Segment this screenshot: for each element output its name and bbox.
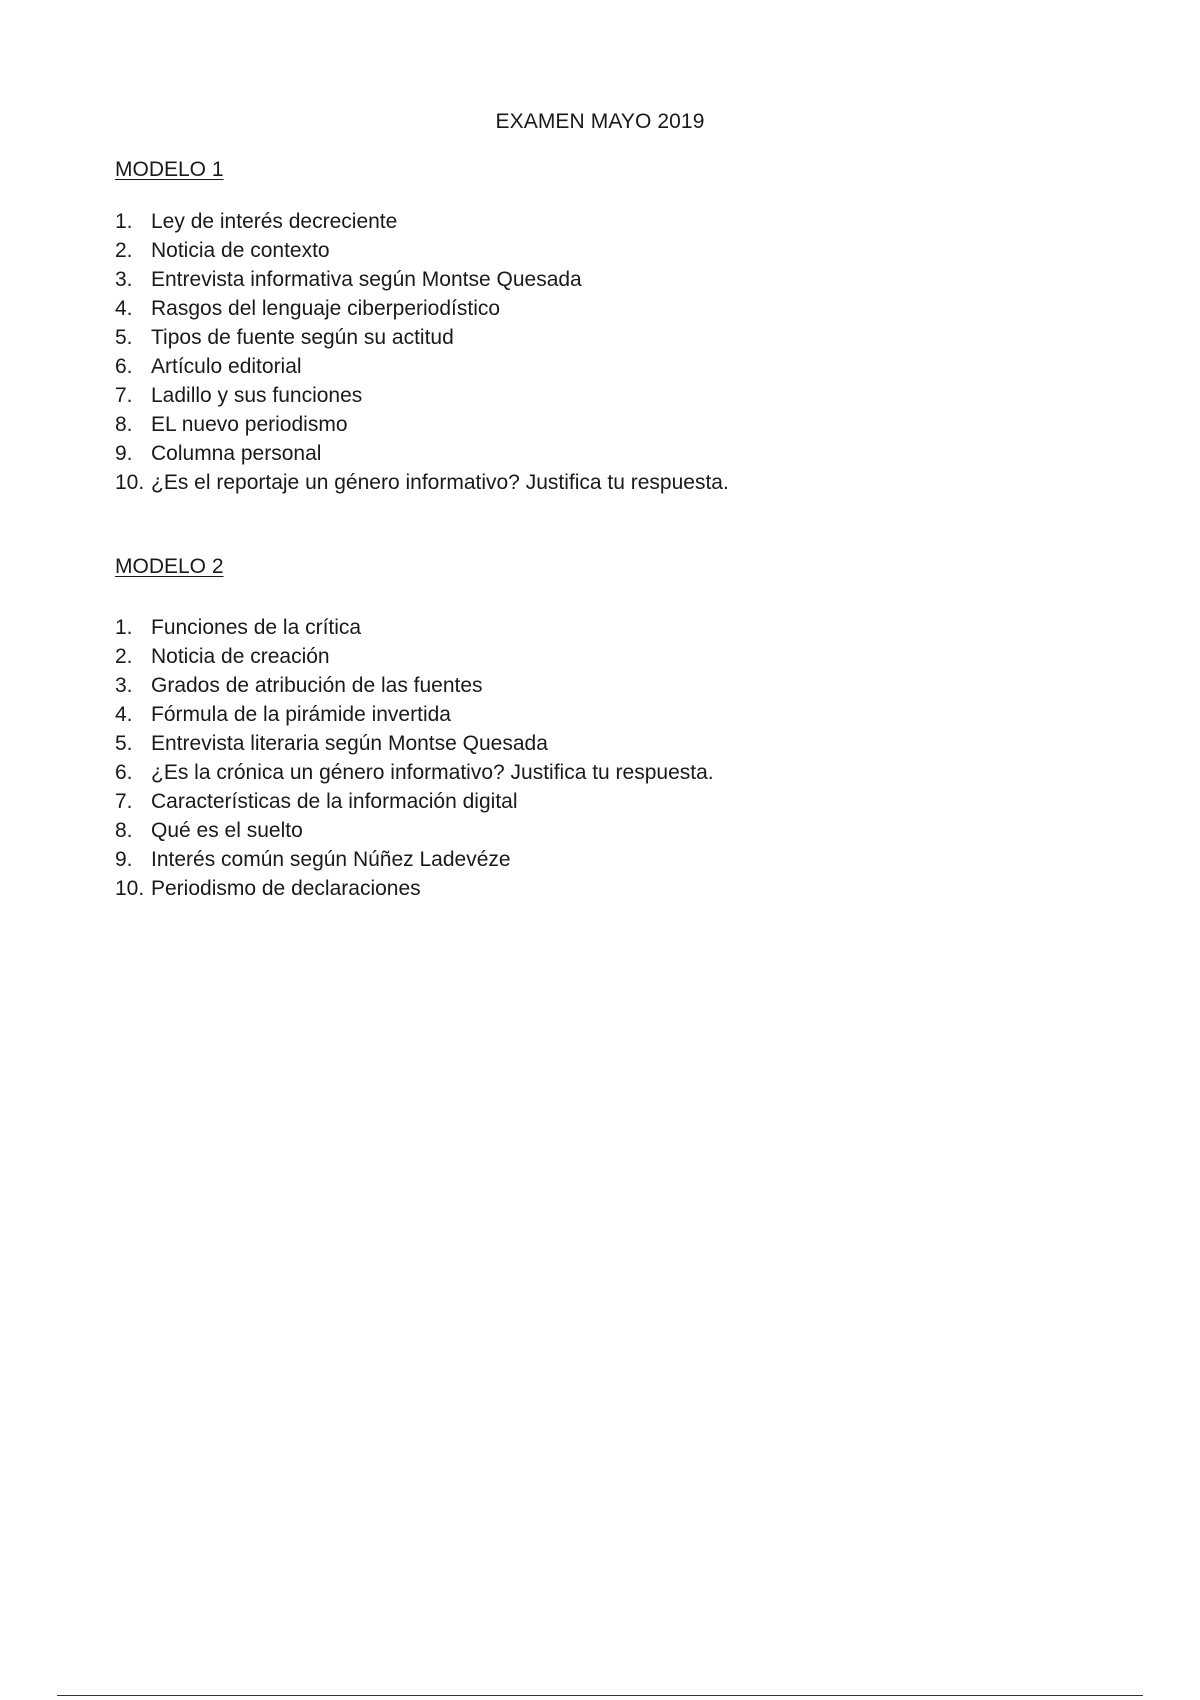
item-text: Rasgos del lenguaje ciberperiodístico bbox=[151, 297, 501, 320]
item-text: Noticia de contexto bbox=[151, 239, 330, 262]
list-item bbox=[115, 294, 729, 323]
list-item bbox=[115, 642, 714, 671]
list-item bbox=[115, 265, 729, 294]
item-number: 6. bbox=[115, 355, 133, 378]
list-item bbox=[115, 468, 729, 497]
item-number: 5. bbox=[115, 732, 133, 755]
list-item bbox=[115, 410, 729, 439]
list-item bbox=[115, 758, 714, 787]
page-bottom-rule bbox=[57, 1695, 1143, 1696]
item-number: 10. bbox=[115, 471, 145, 494]
item-number: 8. bbox=[115, 819, 133, 842]
item-number: 3. bbox=[115, 674, 133, 697]
item-text: Columna personal bbox=[151, 442, 322, 465]
item-number: 2. bbox=[115, 239, 133, 262]
list-item bbox=[115, 323, 729, 352]
list-item bbox=[115, 845, 714, 874]
list-item bbox=[115, 381, 729, 410]
item-text: Ley de interés decreciente bbox=[151, 210, 398, 233]
list-item bbox=[115, 236, 729, 265]
item-number: 9. bbox=[115, 848, 133, 871]
item-number: 4. bbox=[115, 703, 133, 726]
page-title: EXAMEN MAYO 2019 bbox=[495, 110, 705, 133]
item-text: Ladillo y sus funciones bbox=[151, 384, 363, 407]
section-heading-modelo-2: MODELO 2 bbox=[115, 555, 224, 578]
item-number: 6. bbox=[115, 761, 133, 784]
list-item bbox=[115, 613, 714, 642]
list-item bbox=[115, 874, 714, 903]
item-text: Características de la información digital bbox=[151, 790, 518, 813]
list-item bbox=[115, 439, 729, 468]
item-text: Qué es el suelto bbox=[151, 819, 303, 842]
item-text: ¿Es el reportaje un género informativo? Justifica tu respuesta. bbox=[151, 471, 729, 494]
list-item bbox=[115, 816, 714, 845]
item-number: 1. bbox=[115, 210, 133, 233]
item-number: 2. bbox=[115, 645, 133, 668]
list-item bbox=[115, 352, 729, 381]
list-item bbox=[115, 787, 714, 816]
item-text: Noticia de creación bbox=[151, 645, 330, 668]
item-number: 3. bbox=[115, 268, 133, 291]
item-text: ¿Es la crónica un género informativo? Justifica tu respuesta. bbox=[151, 761, 714, 784]
item-text: Periodismo de declaraciones bbox=[151, 877, 421, 900]
item-text: Artículo editorial bbox=[151, 355, 302, 378]
item-number: 7. bbox=[115, 384, 133, 407]
list-item bbox=[115, 671, 714, 700]
question-list-modelo-1 bbox=[115, 207, 729, 497]
item-number: 9. bbox=[115, 442, 133, 465]
item-text: Entrevista informativa según Montse Quesada bbox=[151, 268, 582, 291]
list-item bbox=[115, 700, 714, 729]
section-heading-modelo-1: MODELO 1 bbox=[115, 158, 224, 181]
item-number: 8. bbox=[115, 413, 133, 436]
item-number: 7. bbox=[115, 790, 133, 813]
item-number: 10. bbox=[115, 877, 145, 900]
item-number: 1. bbox=[115, 616, 133, 639]
question-list-modelo-2 bbox=[115, 613, 714, 903]
item-text: Grados de atribución de las fuentes bbox=[151, 674, 483, 697]
item-number: 4. bbox=[115, 297, 133, 320]
item-text: EL nuevo periodismo bbox=[151, 413, 348, 436]
list-item bbox=[115, 729, 714, 758]
item-text: Fórmula de la pirámide invertida bbox=[151, 703, 451, 726]
item-text: Tipos de fuente según su actitud bbox=[151, 326, 454, 349]
item-text: Funciones de la crítica bbox=[151, 616, 362, 639]
item-number: 5. bbox=[115, 326, 133, 349]
item-text: Entrevista literaria según Montse Quesada bbox=[151, 732, 548, 755]
item-text: Interés común según Núñez Ladevéze bbox=[151, 848, 511, 871]
list-item bbox=[115, 207, 729, 236]
